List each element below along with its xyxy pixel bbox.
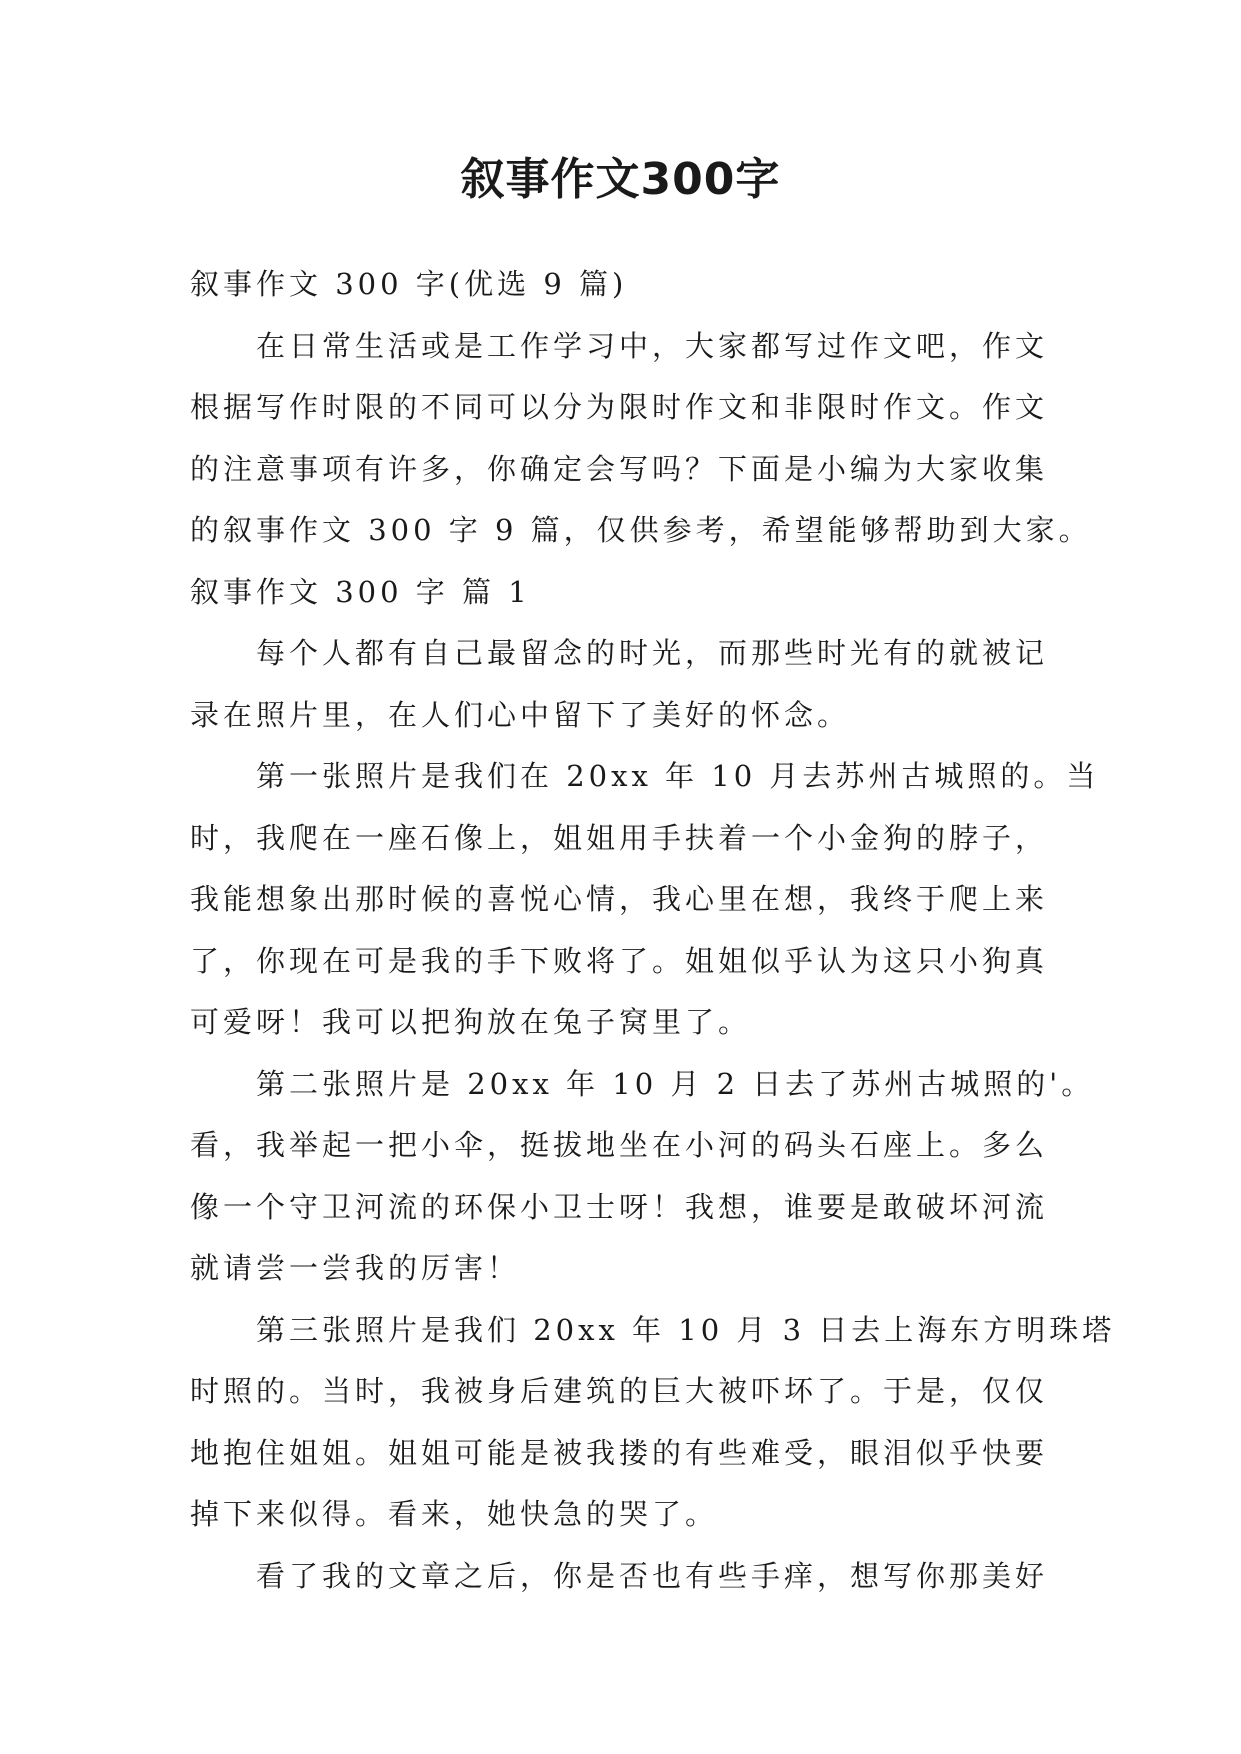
text-line: 我能想象出那时候的喜悦心情，我心里在想，我终于爬上来	[190, 882, 1049, 916]
text-line: 的叙事作文 300 字 9 篇，仅供参考，希望能够帮助到大家。	[190, 513, 1092, 547]
text-line: 第一张照片是我们在 20xx 年 10 月去苏州古城照的。当	[256, 759, 1100, 793]
text-line: 的注意事项有许多，你确定会写吗？下面是小编为大家收集	[190, 451, 1049, 486]
document-body	[190, 254, 1116, 1607]
text-line: 第二张照片是 20xx 年 10 月 2 日去了苏州古城照的'。	[256, 1066, 1095, 1101]
text-line: 时，我爬在一座石像上，姐姐用手扶着一个小金狗的脖子，	[190, 820, 1049, 855]
text-line: 像一个守卫河流的环保小卫士呀！我想，谁要是敢破坏河流	[190, 1189, 1049, 1224]
text-line: 掉下来似得。看来，她快急的哭了。	[190, 1497, 719, 1531]
text-line: 可爱呀！我可以把狗放在兔子窝里了。	[190, 1005, 752, 1039]
text-line: 看了我的文章之后，你是否也有些手痒，想写你那美好	[256, 1558, 1049, 1593]
text-line: 地抱住姐姐。姐姐可能是被我搂的有些难受，眼泪似乎快要	[190, 1435, 1049, 1470]
text-line: 第三张照片是我们 20xx 年 10 月 3 日去上海东方明珠塔	[256, 1312, 1116, 1347]
text-line: 在日常生活或是工作学习中，大家都写过作文吧，作文	[256, 328, 1049, 363]
text-line: 叙事作文 300 字 篇 1	[190, 574, 531, 609]
document-title: 叙事作文300字	[460, 154, 781, 205]
text-line: 了，你现在可是我的手下败将了。姐姐似乎认为这只小狗真	[190, 943, 1049, 978]
text-line: 时照的。当时，我被身后建筑的巨大被吓坏了。于是，仅仅	[190, 1374, 1049, 1408]
text-line: 看，我举起一把小伞，挺拔地坐在小河的码头石座上。多么	[190, 1128, 1049, 1162]
text-line: 就请尝一尝我的厉害！	[190, 1251, 521, 1285]
text-line: 每个人都有自己最留念的时光，而那些时光有的就被记	[256, 636, 1049, 670]
text-line: 叙事作文 300 字(优选 9 篇)	[190, 267, 628, 301]
text-line: 根据写作时限的不同可以分为限时作文和非限时作文。作文	[190, 390, 1049, 424]
text-line: 录在照片里，在人们心中留下了美好的怀念。	[190, 697, 851, 732]
